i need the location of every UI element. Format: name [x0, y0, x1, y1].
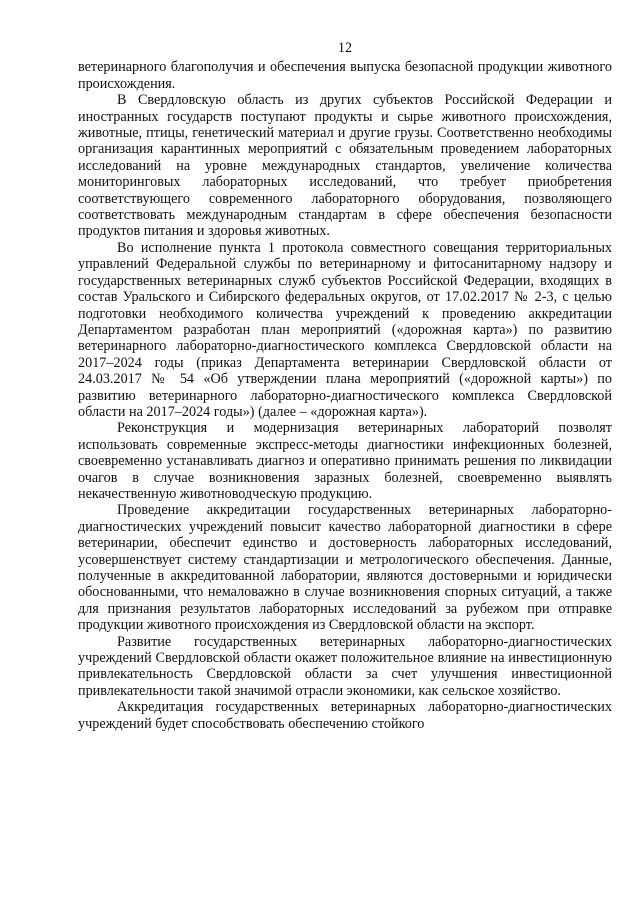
document-page	[78, 40, 612, 732]
paragraph-reconstruction: Реконструкция и модернизация ветеринарных лабораторий позволят использовать современные экспресс-методы диагностики инфекционных болезней, своевременно устанавливать диагноз и оперативно принимать решения по ликвидации очагов в случае возникновения заразных болезней, своевременно выявлять некачественную животноводческую продукцию.	[78, 420, 612, 502]
paragraph-imports: В Свердловскую область из других субъектов Российской Федерации и иностранных государств поступают продукты и сырье животного происхождения, животные, птицы, генетический материал и другие грузы. Соответственно необходимы организация карантинных мероприятий с обязательным проведением лабораторных исследований на уровне международных стандартов, увеличение количества мониторинговых лабораторных исследований, что требует приобретения соответствующего современного лабораторного оборудования, позволяющего соответствовать международным стандартам в сфере обеспечения безопасности продуктов питания и здоровья животных.	[78, 92, 612, 240]
paragraph-accreditation-tail: Аккредитация государственных ветеринарных лабораторно-диагностических учреждений будет способствовать обеспечению стойкого	[78, 699, 612, 732]
paragraph-roadmap: Во исполнение пункта 1 протокола совместного совещания территориальных управлений Федеральной службы по ветеринарному и фитосанитарному надзору и государственных ветеринарных служб субъектов Российской Федерации, входящих в состав Уральского и Сибирского федеральных округов, от 17.02.2017 № 2-3, с целью подготовки необходимого количества учреждений к проведению аккредитации Департаментом разработан план мероприятий («дорожная карта») по развитию ветеринарного лабораторно-диагностического комплекса Свердловской области на 2017–2024 годы (приказ Департамента ветеринарии Свердловской области от 24.03.2017 № 54 «Об утверждении плана мероприятий («дорожной карты») по развитию ветеринарного лабораторно-диагностического комплекса Свердловской области на 2017–2024 годы») (далее – «дорожная карта»).	[78, 239, 612, 420]
page-number: 12	[337, 40, 353, 56]
paragraph-accreditation: Проведение аккредитации государственных ветеринарных лабораторно-диагностических учреждений повысит качество лабораторной диагностики в сфере ветеринарии, обеспечит единство и достоверность лабораторных исследований, усовершенствует систему стандартизации и метрологического обеспечения. Данные, полученные в аккредитованной лаборатории, являются достоверными и юридически обоснованными, что немаловажно в случае возникновения спорных ситуаций, а также для признания результатов лабораторных исследований за рубежом при отправке продукции животного происхождения из Свердловской области на экспорт.	[78, 502, 612, 634]
paragraph-development: Развитие государственных ветеринарных лабораторно-диагностических учреждений Свердловской области окажет положительное влияние на инвестиционную привлекательность Свердловской области за счет улучшения инвестиционной привлекательности такой значимой отрасли экономики, как сельское хозяйство.	[78, 633, 612, 699]
paragraph-continuation: ветеринарного благополучия и обеспечения выпуска безопасной продукции животного происхождения.	[78, 59, 612, 92]
